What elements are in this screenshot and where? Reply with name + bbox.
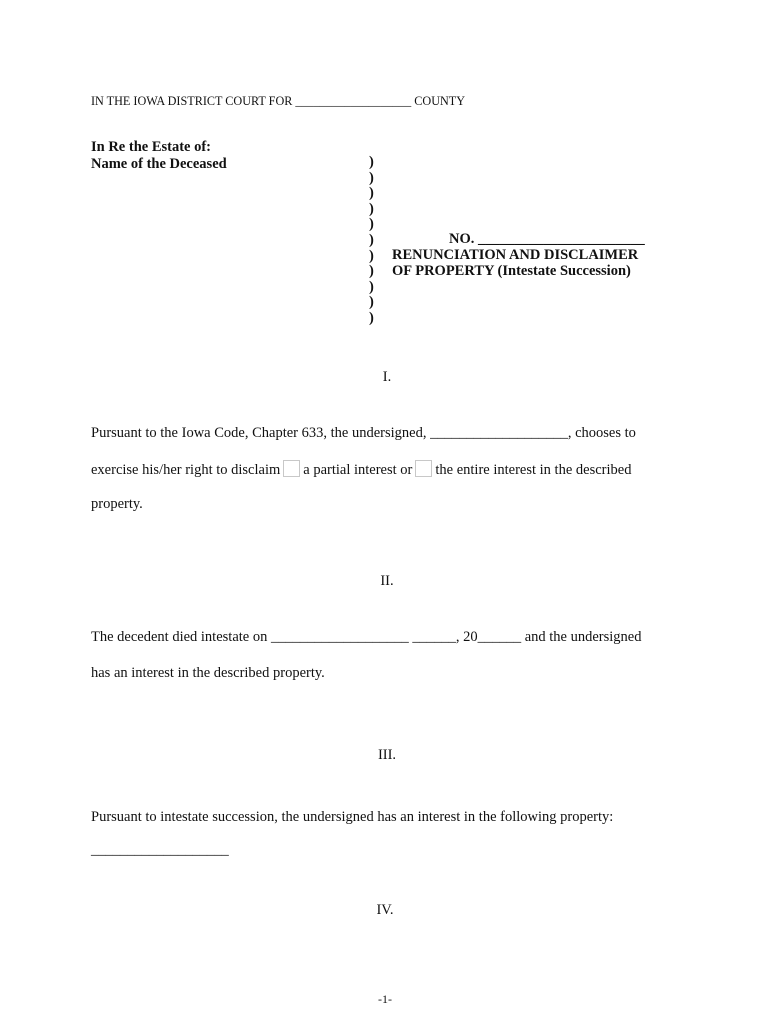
page-number: -1- [378, 992, 392, 1006]
section-heading-4: IV. [376, 902, 394, 918]
section-3-blank-line: ___________________ [91, 842, 229, 858]
section-2-line-1: The decedent died intestate on ___________________ ______, 20______ and the undersigned [91, 629, 642, 645]
partial-interest-checkbox[interactable] [283, 460, 300, 477]
section-heading-1: I. [382, 369, 392, 385]
caption-parentheses [369, 155, 374, 327]
disclaim-text: exercise his/her right to disclaim [91, 462, 281, 478]
section-3-line-1: Pursuant to intestate succession, the undersigned has an interest in the following property: [91, 809, 614, 825]
in-re-label: In Re the Estate of: [91, 139, 212, 155]
paren: ) [369, 216, 374, 233]
partial-interest-label: a partial interest or [303, 462, 413, 478]
paren: ) [369, 231, 374, 248]
paren: ) [369, 278, 374, 295]
paren: ) [369, 154, 374, 170]
deceased-name: Name of the Deceased [91, 156, 227, 172]
caption-parties [91, 139, 227, 173]
section-1-line-2 [91, 460, 631, 479]
paren: ) [369, 309, 374, 326]
case-number-line: NO. _______________________ [449, 231, 645, 247]
paren: ) [369, 247, 374, 264]
paren: ) [369, 185, 374, 202]
section-2-line-2: has an interest in the described property. [91, 665, 325, 681]
document-title [392, 247, 638, 279]
title-line-2: OF PROPERTY (Intestate Succession) [392, 263, 631, 279]
paren: ) [369, 294, 374, 311]
section-1-line-1: Pursuant to the Iowa Code, Chapter 633, the undersigned, ___________________, chooses to [91, 425, 636, 441]
section-1-line-3: property. [91, 496, 143, 512]
entire-interest-label: the entire interest in the described [435, 462, 632, 478]
court-header: IN THE IOWA DISTRICT COURT FOR ___________________ COUNTY [91, 94, 466, 108]
paren: ) [369, 169, 374, 186]
title-line-1: RENUNCIATION AND DISCLAIMER [392, 247, 639, 263]
entire-interest-checkbox[interactable] [415, 460, 432, 477]
section-heading-2: II. [380, 573, 394, 589]
section-heading-3: III. [377, 747, 397, 763]
paren: ) [369, 200, 374, 217]
paren: ) [369, 263, 374, 280]
